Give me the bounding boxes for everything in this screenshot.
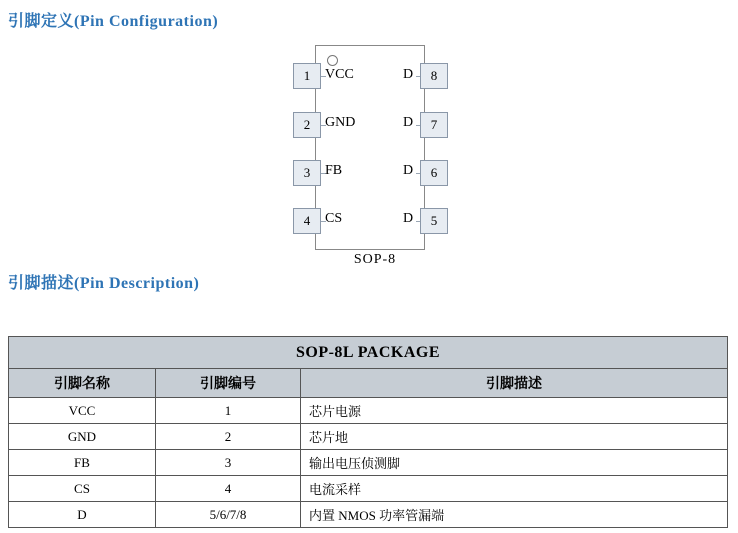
cell-pin-description: 输出电压侦测脚 [301, 450, 728, 476]
column-header-pin-description: 引脚描述 [301, 369, 728, 398]
pin1-marker-dot [327, 55, 338, 66]
table-row [9, 424, 728, 450]
pin-pad-2: 2 [293, 112, 321, 138]
cell-pin-name: GND [9, 424, 156, 450]
cell-pin-description: 电流采样 [301, 476, 728, 502]
table-header-row [9, 369, 728, 398]
package-type-label: SOP-8 [353, 252, 397, 267]
pin-pad-3: 3 [293, 160, 321, 186]
pin-label-d-7: D [403, 115, 414, 130]
table-row [9, 476, 728, 502]
pin-label-d-5: D [403, 211, 414, 226]
pin-label-d-8: D [403, 67, 414, 82]
cell-pin-number: 1 [156, 398, 301, 424]
pin-description-table [8, 336, 728, 528]
pin-configuration-heading: 引脚定义(Pin Configuration) [8, 13, 219, 30]
cell-pin-description: 芯片电源 [301, 398, 728, 424]
table-title-row [9, 337, 728, 369]
cell-pin-number: 5/6/7/8 [156, 502, 301, 528]
pin-pad-1: 1 [293, 63, 321, 89]
pin-pad-5: 5 [420, 208, 448, 234]
pin-pad-7: 7 [420, 112, 448, 138]
table-row [9, 502, 728, 528]
table-row [9, 450, 728, 476]
pin-label-d-6: D [403, 163, 414, 178]
column-header-pin-name: 引脚名称 [9, 369, 156, 398]
pin-label-cs: CS [325, 211, 343, 226]
column-header-pin-number: 引脚编号 [156, 369, 301, 398]
pin-pad-8: 8 [420, 63, 448, 89]
pin-pad-6: 6 [420, 160, 448, 186]
cell-pin-description: 芯片地 [301, 424, 728, 450]
cell-pin-number: 4 [156, 476, 301, 502]
package-diagram [285, 40, 465, 275]
pin-label-vcc: VCC [325, 67, 354, 82]
cell-pin-number: 2 [156, 424, 301, 450]
cell-pin-name: VCC [9, 398, 156, 424]
cell-pin-number: 3 [156, 450, 301, 476]
cell-pin-name: D [9, 502, 156, 528]
pin-pad-4: 4 [293, 208, 321, 234]
cell-pin-name: FB [9, 450, 156, 476]
cell-pin-description: 内置 NMOS 功率管漏端 [301, 502, 728, 528]
pin-label-fb: FB [325, 163, 343, 178]
pin-label-gnd: GND [325, 115, 356, 130]
table-row [9, 398, 728, 424]
table-title: SOP-8L PACKAGE [9, 337, 728, 369]
cell-pin-name: CS [9, 476, 156, 502]
pin-description-heading: 引脚描述(Pin Description) [8, 275, 200, 292]
